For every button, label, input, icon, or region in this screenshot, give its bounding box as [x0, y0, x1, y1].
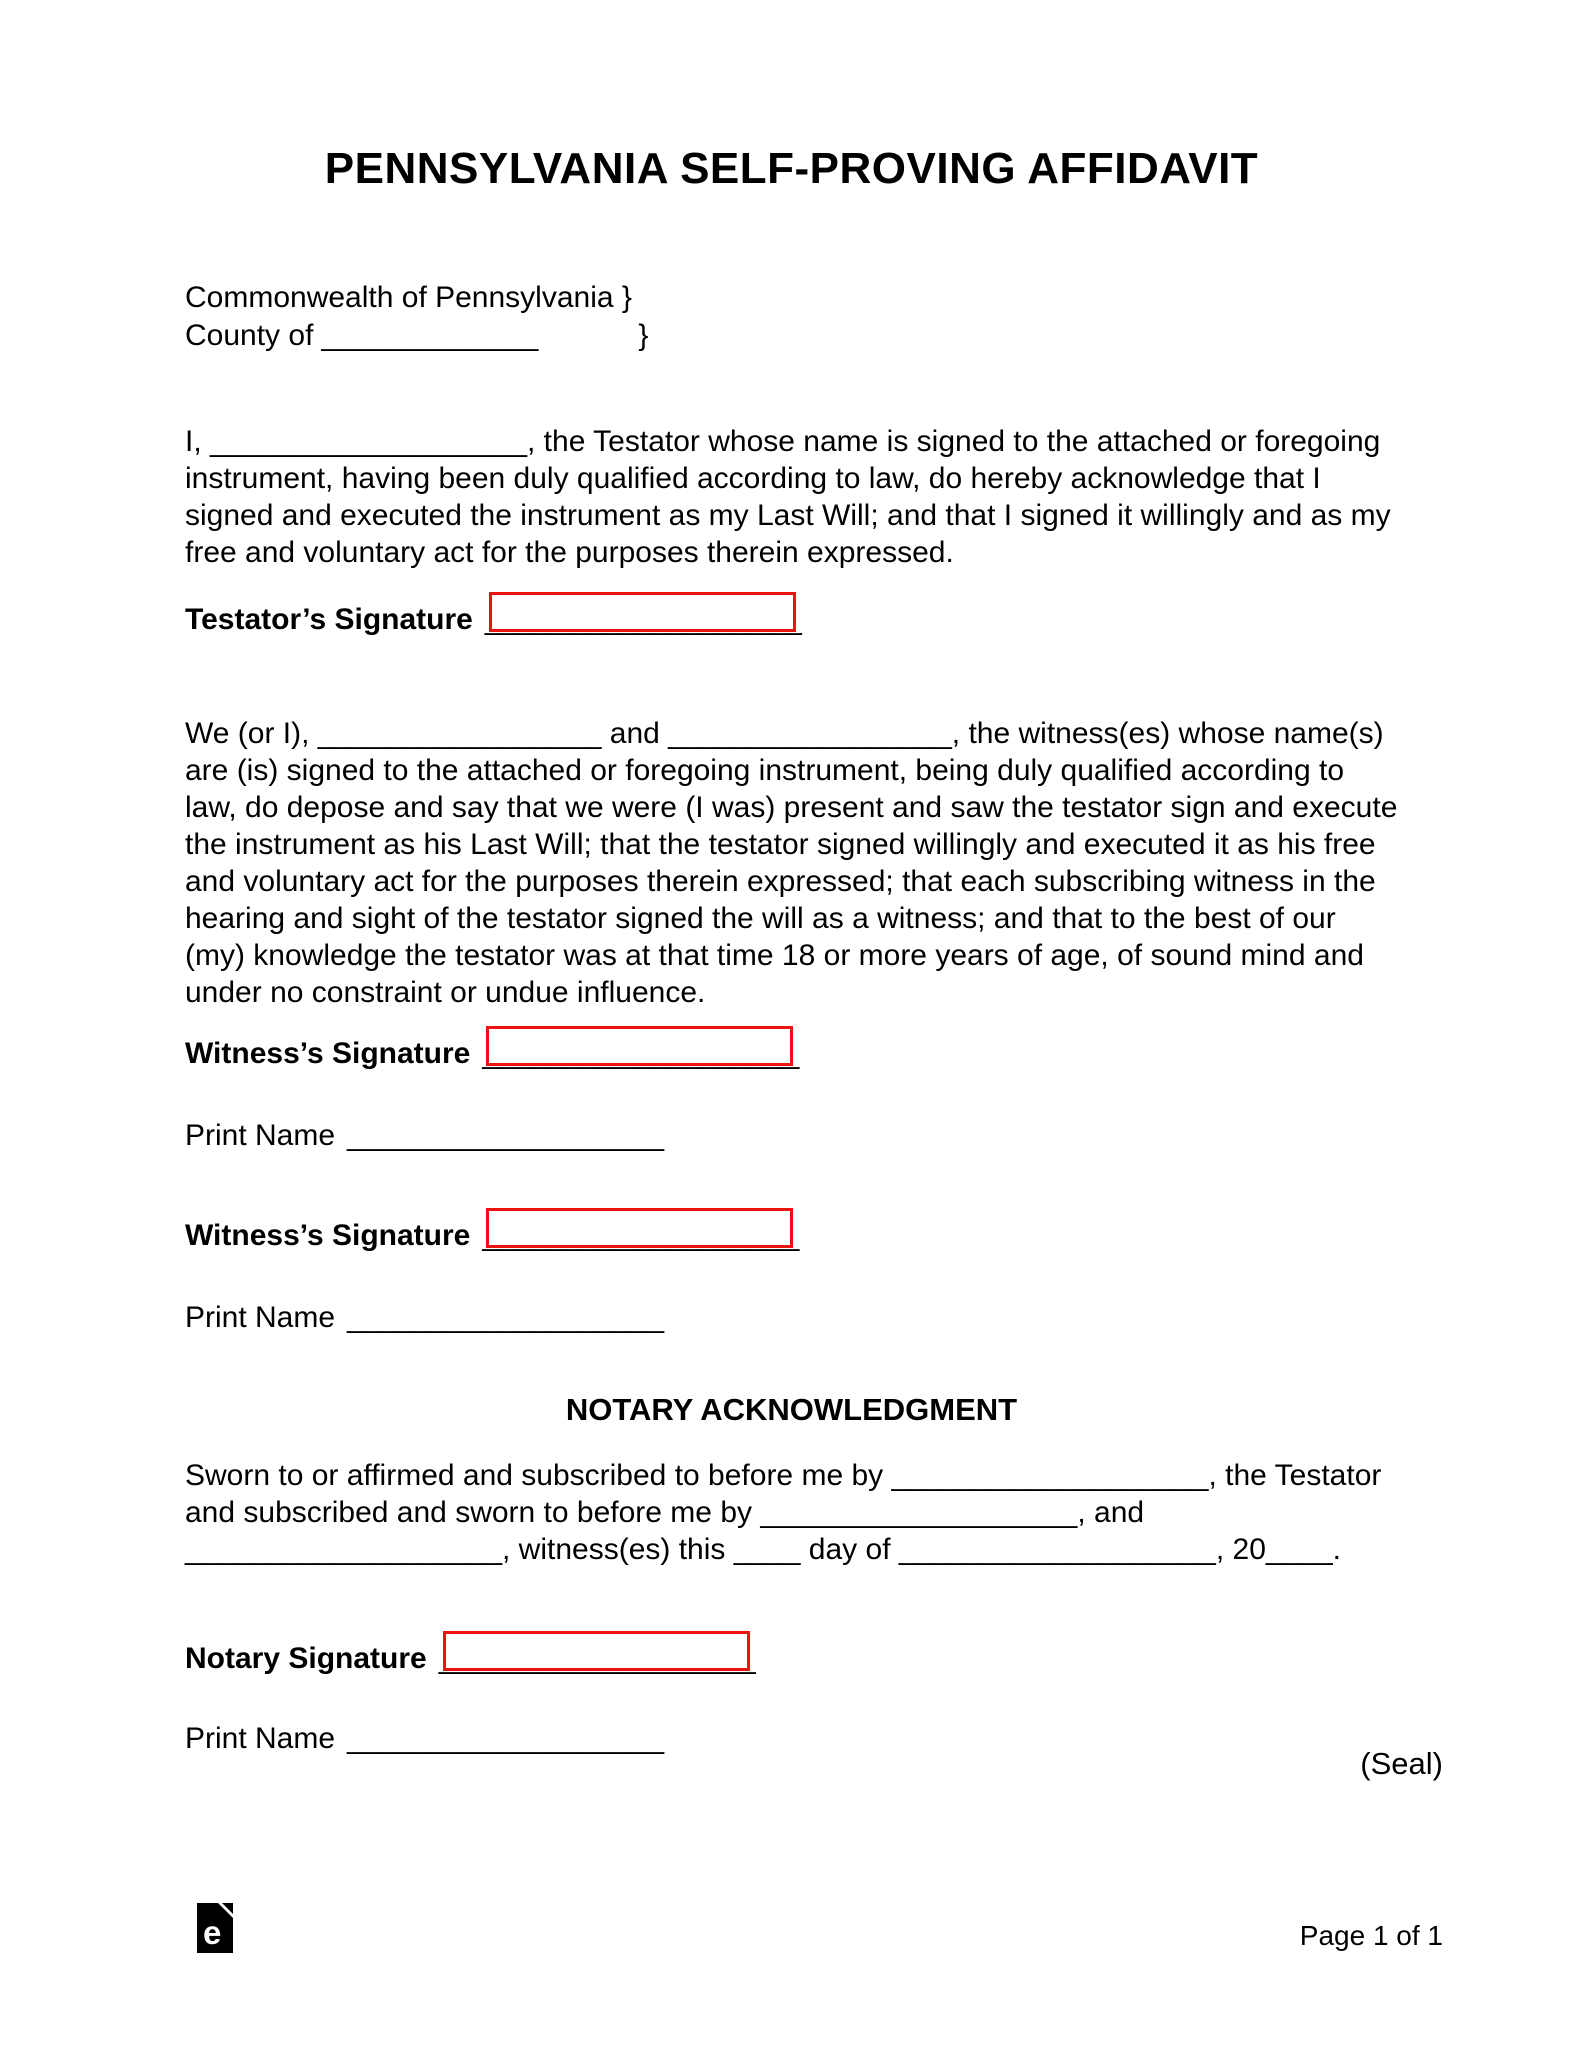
- testator-signature-field[interactable]: [489, 592, 796, 632]
- witness1-signature-field[interactable]: [486, 1026, 793, 1066]
- notary-signature-label: Notary Signature: [185, 1642, 427, 1675]
- county-brace: }: [638, 319, 649, 352]
- notary-print-blank: ___________________: [347, 1722, 665, 1755]
- witness2-signature-row: [185, 1217, 1398, 1263]
- county-label: County of: [185, 319, 314, 352]
- notary-signature-row: [185, 1640, 1398, 1686]
- notary-signature-field[interactable]: [443, 1631, 750, 1671]
- notary-acknowledgment-heading: NOTARY ACKNOWLEDGMENT: [565, 1392, 1018, 1427]
- testator-signature-label: Testator’s Signature: [185, 603, 473, 636]
- page-title: PENNSYLVANIA SELF-PROVING AFFIDAVIT: [324, 144, 1259, 193]
- testator-paragraph: I, ___________________, the Testator whose name is signed to the attached or foregoing instrument, having been duly qualified according to law, do hereby acknowledge that I signed and executed the instrument as my Last Will; and that I signed it willingly and as my free and voluntary act for the purposes therein expressed.: [185, 425, 1391, 569]
- witness2-signature-label: Witness’s Signature: [185, 1219, 471, 1252]
- witness2-print-label: Print Name: [185, 1301, 336, 1334]
- notary-signature-blank: ___________________: [438, 1642, 756, 1675]
- eforms-logo-icon: [197, 1903, 233, 1961]
- testator-signature-row: [185, 601, 1398, 647]
- witness1-print-label: Print Name: [185, 1119, 336, 1152]
- witness1-signature-blank: ___________________: [482, 1037, 800, 1070]
- state-line: Commonwealth of Pennsylvania }: [185, 281, 632, 314]
- witness2-signature-field[interactable]: [486, 1208, 793, 1248]
- witness1-print-blank: ___________________: [347, 1119, 665, 1152]
- logo-letter: e: [203, 1914, 222, 1951]
- witness2-print-blank: ___________________: [347, 1301, 665, 1334]
- witness1-print-row: [185, 1117, 1398, 1155]
- witness2-signature-blank: ___________________: [482, 1219, 800, 1252]
- county-line: [185, 317, 1398, 355]
- witness-paragraph: We (or I), _________________ and _________________, the witness(es) whose name(s) are (is) signed to the attached or foregoing instrument, being duly qualified according to law, do depose and say that we were (I was) present and saw the testator sign and execute the instrument as his Last Will; that the testator signed willingly and executed it as his free and voluntary act for the purposes therein expressed; that each subscribing witness in the hearing and sight of the testator signed the will as a witness; and that to the best of our (my) knowledge the testator was at that time 18 or more years of age, of sound mind and under no constraint or undue influence.: [185, 717, 1398, 1009]
- seal-label: (Seal): [1360, 1746, 1443, 1781]
- page-indicator: Page 1 of 1: [1299, 1920, 1443, 1951]
- notary-paragraph: Sworn to or affirmed and subscribed to before me by ___________________, the Testator and subscribed and sworn to before me by ___________________, and ___________________, witness(es) this ____ day of ___________________, 20____.: [185, 1459, 1382, 1566]
- county-blank: _____________: [321, 319, 539, 352]
- jurisdiction-block: [185, 279, 1398, 355]
- witness1-signature-row: [185, 1035, 1398, 1081]
- witness1-signature-label: Witness’s Signature: [185, 1037, 471, 1070]
- witness2-print-row: [185, 1299, 1398, 1337]
- testator-signature-blank: ___________________: [484, 603, 802, 636]
- notary-print-label: Print Name: [185, 1722, 336, 1755]
